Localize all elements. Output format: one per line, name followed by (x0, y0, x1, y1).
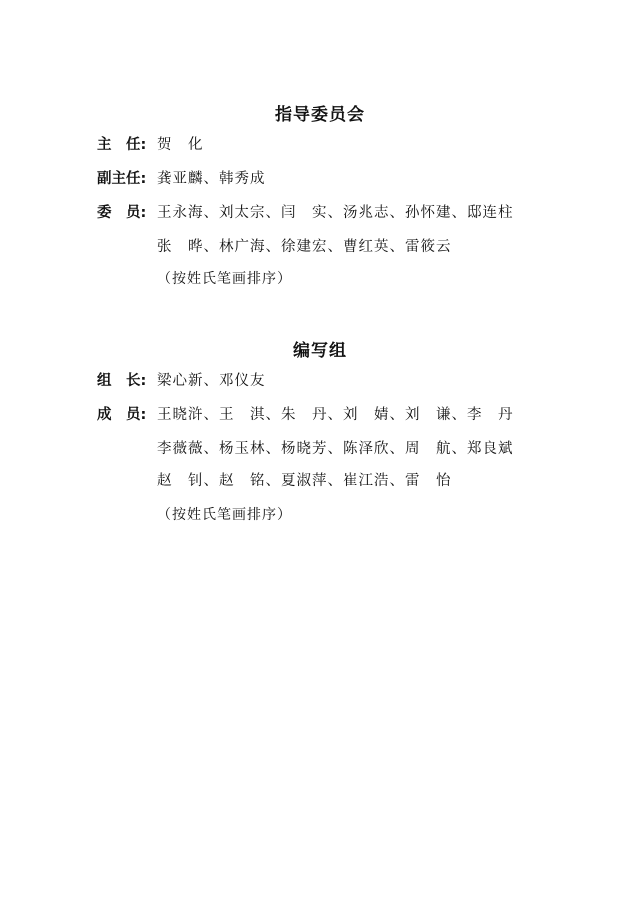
director-role-label: 主 任: (97, 137, 147, 153)
leader-names: 梁心新、邓仪友 (157, 373, 266, 389)
director-names: 贺 化 (157, 137, 204, 153)
committee-director-line (97, 134, 204, 156)
group-members-role-label: 成 员: (97, 407, 147, 423)
writing-group-leader-line (97, 370, 266, 392)
committee-members-line (97, 202, 514, 224)
committee-members-row-1: 王永海、刘太宗、闫 实、汤兆志、孙怀建、邸连柱 (157, 205, 514, 221)
writing-group-members-line (97, 404, 514, 426)
committee-sort-note: （按姓氏笔画排序） (157, 271, 292, 287)
deputy-names: 龚亚麟、韩秀成 (157, 171, 266, 187)
group-members-row-1: 王晓浒、王 淇、朱 丹、刘 婧、刘 谦、李 丹 (157, 407, 514, 423)
members-role-label: 委 员: (97, 205, 147, 221)
deputy-role-label: 副主任: (97, 171, 147, 187)
committee-members-row-2: 张 晔、林广海、徐建宏、曹红英、雷筱云 (157, 239, 452, 255)
leader-role-label: 组 长: (97, 373, 147, 389)
group-members-row-3: 赵 钊、赵 铭、夏淑萍、崔江浩、雷 怡 (157, 473, 452, 489)
writing-group-sort-note: （按姓氏笔画排序） (157, 507, 292, 523)
committee-title: 指导委员会 (275, 105, 365, 125)
group-members-row-2: 李薇薇、杨玉林、杨晓芳、陈泽欣、周 航、郑良斌 (157, 441, 514, 457)
committee-deputy-line (97, 168, 266, 190)
writing-group-title: 编写组 (293, 341, 347, 361)
